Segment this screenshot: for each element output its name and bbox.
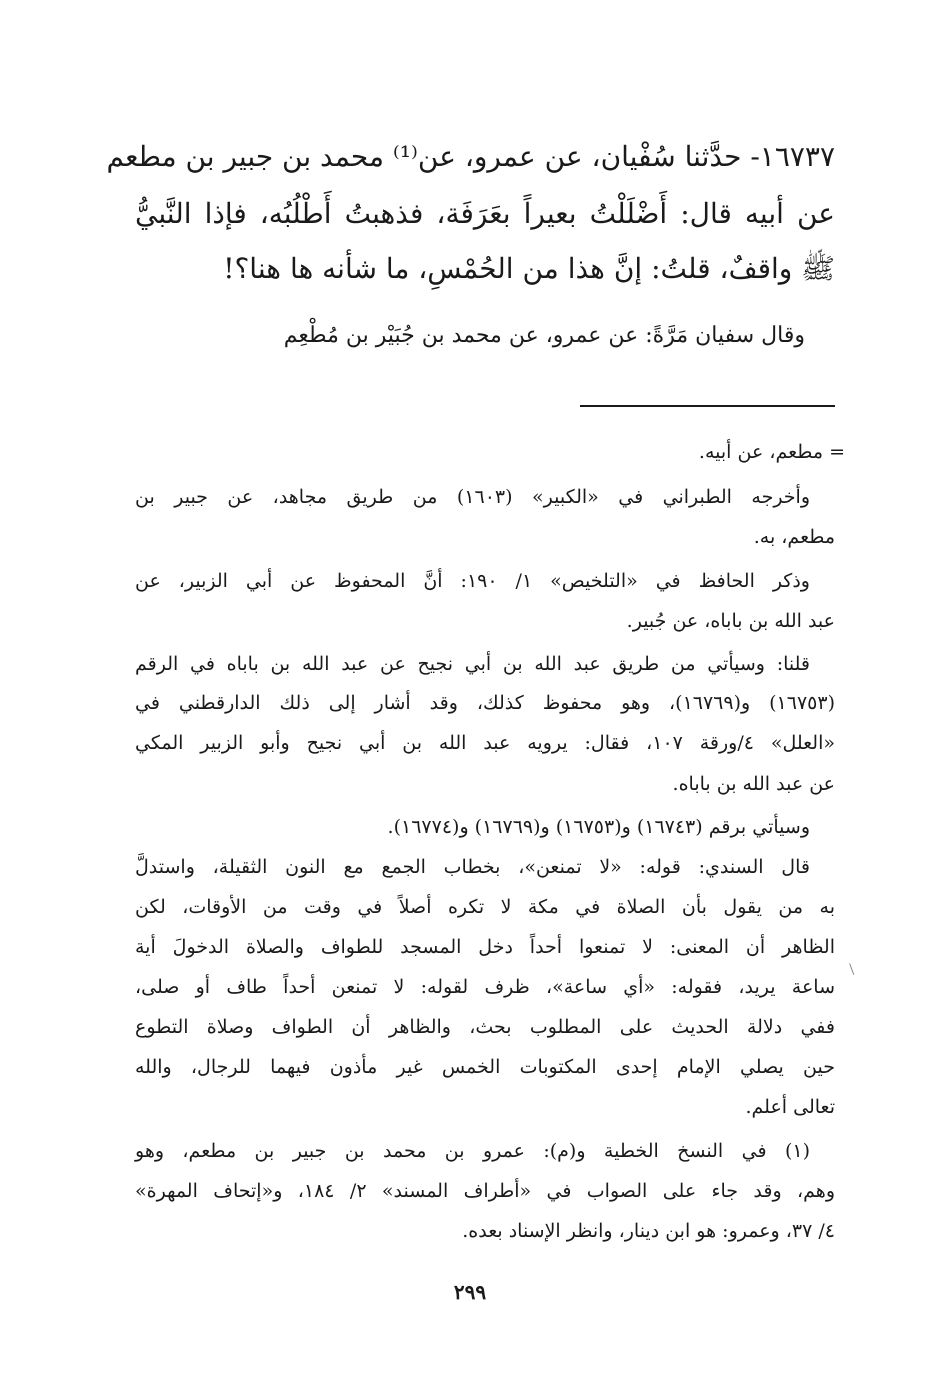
- footnote-line: ساعة يريد، فقوله: «أي ساعة»، ظرف لقوله: لا تمنعن أحداً طاف أو صلى،: [135, 976, 835, 998]
- hadith-line: ١٦٧٣٧- حدَّثنا سُفْيان، عن عمرو، عن⁽¹⁾ محمد بن جبير بن مطعم: [106, 140, 835, 173]
- footnote-line: «العلل» ٤/ورقة ١٠٧، فقال: يرويه عبد الله بن أبي نجيح وأبو الزبير المكي: [135, 732, 835, 754]
- footnote-line: وهم، وقد جاء على الصواب في «أطراف المسند» ٢/ ١٨٤، و«إتحاف المهرة»: [135, 1180, 835, 1202]
- footnote-line: وسيأتي برقم (١٦٧٤٣) و(١٦٧٥٣) و(١٦٧٦٩) و(١٦٧٧٤).: [387, 816, 810, 838]
- footnote-line: ففي دلالة الحديث على المطلوب بحث، والظاهر أن الطواف وصلاة التطوع: [135, 1016, 835, 1038]
- footnote-line: وذكر الحافظ في «التلخيص» ١/ ١٩٠: أنَّ المحفوظ عن أبي الزبير، عن: [135, 570, 810, 592]
- footnote-line: مطعم، به.: [753, 526, 835, 548]
- footnote-line: (١) في النسخ الخطية و(م): عمرو بن محمد بن جبير بن مطعم، وهو: [135, 1140, 810, 1162]
- footnote-line: به من يقول بأن الصلاة في مكة لا تكره أصلاً في وقت من الأوقات، لكن: [135, 896, 835, 918]
- footnote-line: = مطعم، عن أبيه.: [698, 441, 845, 463]
- hadith-line: عن أبيه قال: أَضْلَلْتُ بعيراً بعَرَفَة، فذهبتُ أَطْلُبُه، فإذا النَّبيُّ: [135, 197, 835, 230]
- footnote-line: عبد الله بن باباه، عن جُبير.: [626, 610, 835, 632]
- hadith-line: ﷺ واقفٌ، قلتُ: إنَّ هذا من الحُمْسِ، ما شأنه ها هنا؟!: [223, 252, 835, 285]
- footnote-line: قال السندي: قوله: «لا تمنعن»، بخطاب الجمع مع النون الثقيلة، واستدلَّ: [135, 856, 810, 878]
- margin-mark: [849, 961, 860, 975]
- footnote-line: الظاهر أن المعنى: لا تمنعوا أحداً دخل المسجد للطواف والصلاة الدخولَ أية: [135, 936, 835, 958]
- hadith-line: وقال سفيان مَرَّةً: عن عمرو، عن محمد بن جُبَيْر بن مُطْعِم: [283, 323, 805, 348]
- footnote-separator: [580, 405, 835, 407]
- footnote-line: ٤/ ٣٧، وعمرو: هو ابن دينار، وانظر الإسناد بعده.: [462, 1220, 835, 1242]
- footnote-line: تعالى أعلم.: [745, 1096, 835, 1118]
- footnote-line: عن عبد الله بن باباه.: [672, 773, 835, 795]
- footnote-line: حين يصلي الإمام إحدى المكتوبات الخمس غير مأذون فيهما للرجال، والله: [135, 1056, 835, 1078]
- footnote-line: قلنا: وسيأتي من طريق عبد الله بن أبي نجيح عن عبد الله بن باباه في الرقم: [135, 653, 810, 675]
- footnote-line: (١٦٧٥٣) و(١٦٧٦٩)، وهو محفوظ كذلك، وقد أشار إلى ذلك الدارقطني في: [135, 692, 835, 714]
- footnote-line: وأخرجه الطبراني في «الكبير» (١٦٠٣) من طريق مجاهد، عن جبير بن: [135, 486, 811, 508]
- page-number: ٢٩٩: [453, 1280, 487, 1304]
